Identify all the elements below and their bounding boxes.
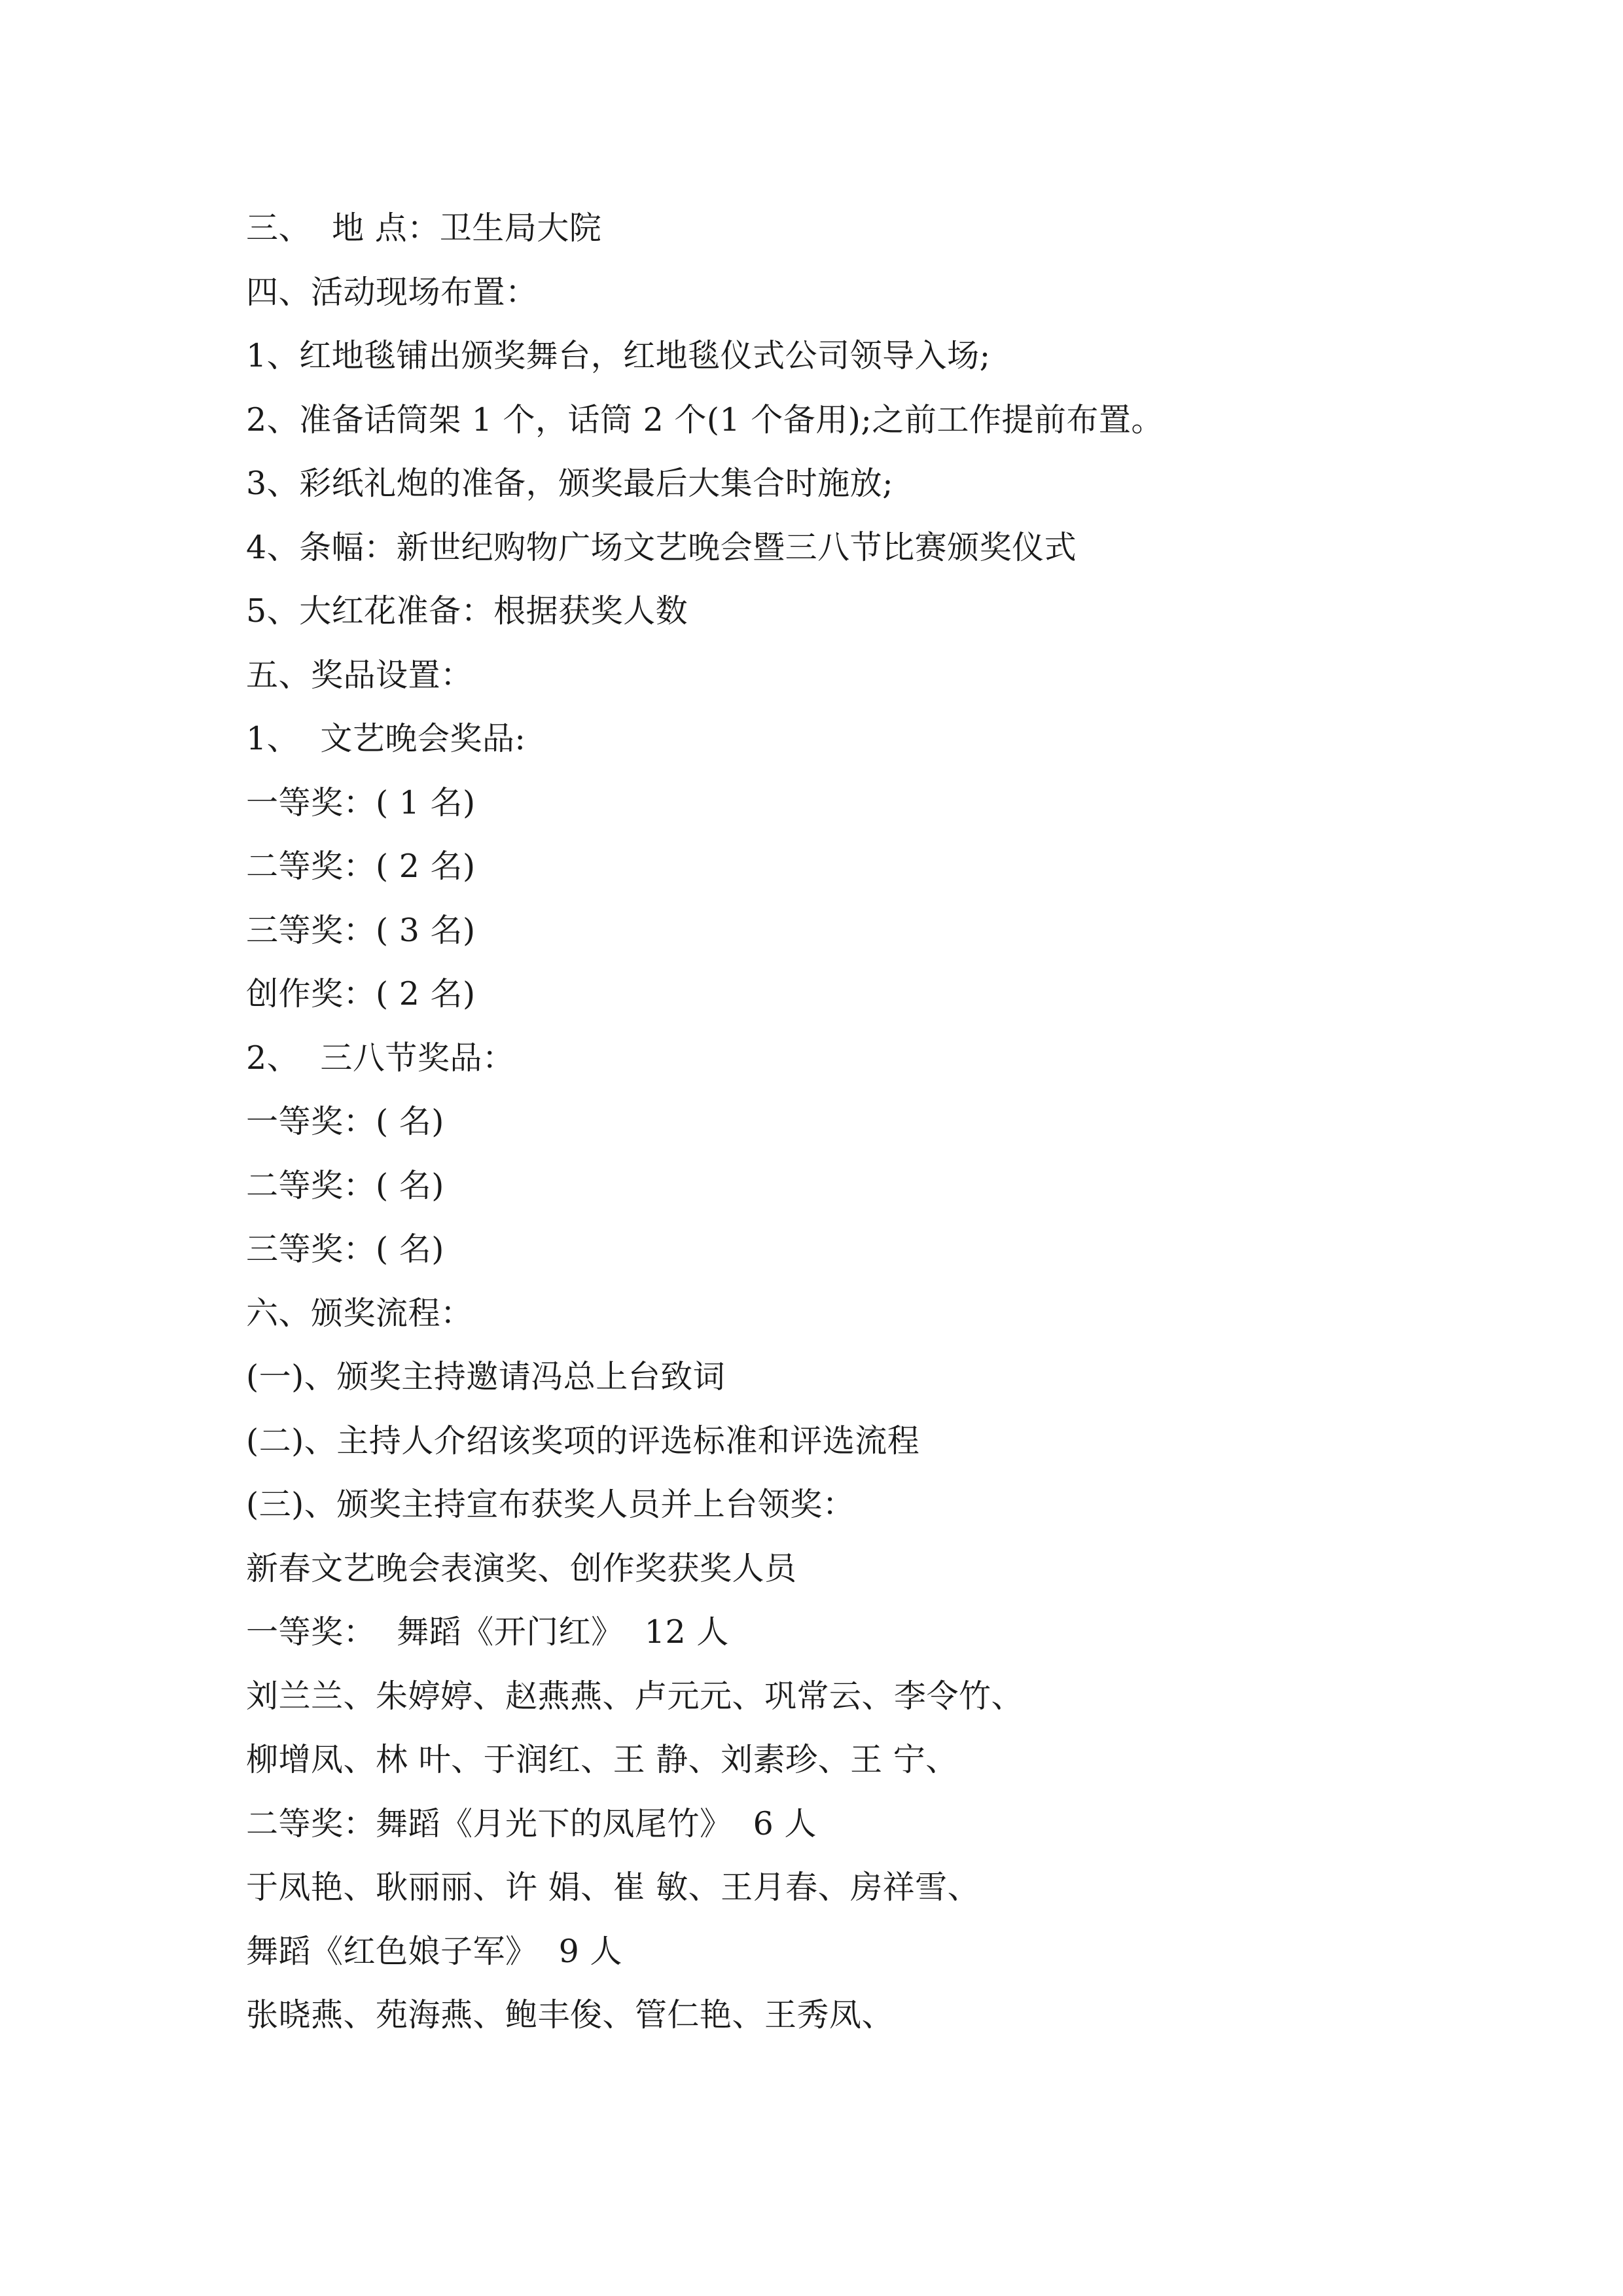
winner-award-line: 二等奖：舞蹈《月光下的凤尾竹》 6 人 xyxy=(246,1804,817,1842)
setup-item-3: 3、彩纸礼炮的准备，颁奖最后大集合时施放; xyxy=(246,465,894,502)
winner-names-line: 张晓燕、苑海燕、鲍丰俊、管仁艳、王秀凤、 xyxy=(246,1996,895,2034)
prize-first: 一等奖：( 1 名) xyxy=(246,783,476,821)
prize-second: 二等奖：( 名) xyxy=(246,1166,444,1204)
prize-third: 三等奖：( 名) xyxy=(246,1230,444,1268)
winners-heading: 新春文艺晚会表演奖、创作奖获奖人员 xyxy=(246,1549,797,1587)
ceremony-step-1: (一)、颁奖主持邀请冯总上台致词 xyxy=(246,1358,726,1395)
prize-group-womens-day: 2、 三八节奖品： xyxy=(246,1039,515,1077)
ceremony-step-3: (三)、颁奖主持宣布获奖人员并上台领奖： xyxy=(246,1486,855,1523)
prize-second: 二等奖：( 2 名) xyxy=(246,848,476,885)
prize-first: 一等奖：( 名) xyxy=(246,1103,444,1140)
winner-names-line: 刘兰兰、朱婷婷、赵燕燕、卢元元、巩常云、李令竹、 xyxy=(246,1677,1024,1715)
setup-item-1: 1、红地毯铺出颁奖舞台，红地毯仪式公司领导入场; xyxy=(246,337,991,374)
winner-names-line: 柳增凤、林 叶、于润红、王 静、刘素珍、王 宁、 xyxy=(246,1741,958,1778)
winner-names-line: 于凤艳、耿丽丽、许 娟、崔 敏、王月春、房祥雪、 xyxy=(246,1869,980,1906)
setup-item-4: 4、条幅：新世纪购物广场文艺晚会暨三八节比赛颁奖仪式 xyxy=(246,528,1077,566)
prize-third: 三等奖：( 3 名) xyxy=(246,911,476,949)
section-heading-venue-setup: 四、活动现场布置： xyxy=(246,273,538,311)
winner-award-line: 舞蹈《红色娘子军》 9 人 xyxy=(246,1932,622,1970)
section-heading-ceremony: 六、颁奖流程： xyxy=(246,1294,473,1332)
ceremony-step-2: (二)、主持人介绍该奖项的评选标准和评选流程 xyxy=(246,1422,920,1460)
setup-item-5: 5、大红花准备：根据获奖人数 xyxy=(246,592,688,630)
document-body xyxy=(246,196,1424,2047)
winner-award-line: 一等奖： 舞蹈《开门红》 12 人 xyxy=(246,1613,729,1651)
section-heading-prizes: 五、奖品设置： xyxy=(246,656,473,694)
location-line: 三、 地 点：卫生局大院 xyxy=(246,209,602,247)
setup-item-2: 2、准备话筒架 1 个，话筒 2 个(1 个备用);之前工作提前布置。 xyxy=(246,401,1164,439)
prize-creative: 创作奖：( 2 名) xyxy=(246,975,476,1013)
prize-group-gala: 1、 文艺晚会奖品: xyxy=(246,720,526,757)
